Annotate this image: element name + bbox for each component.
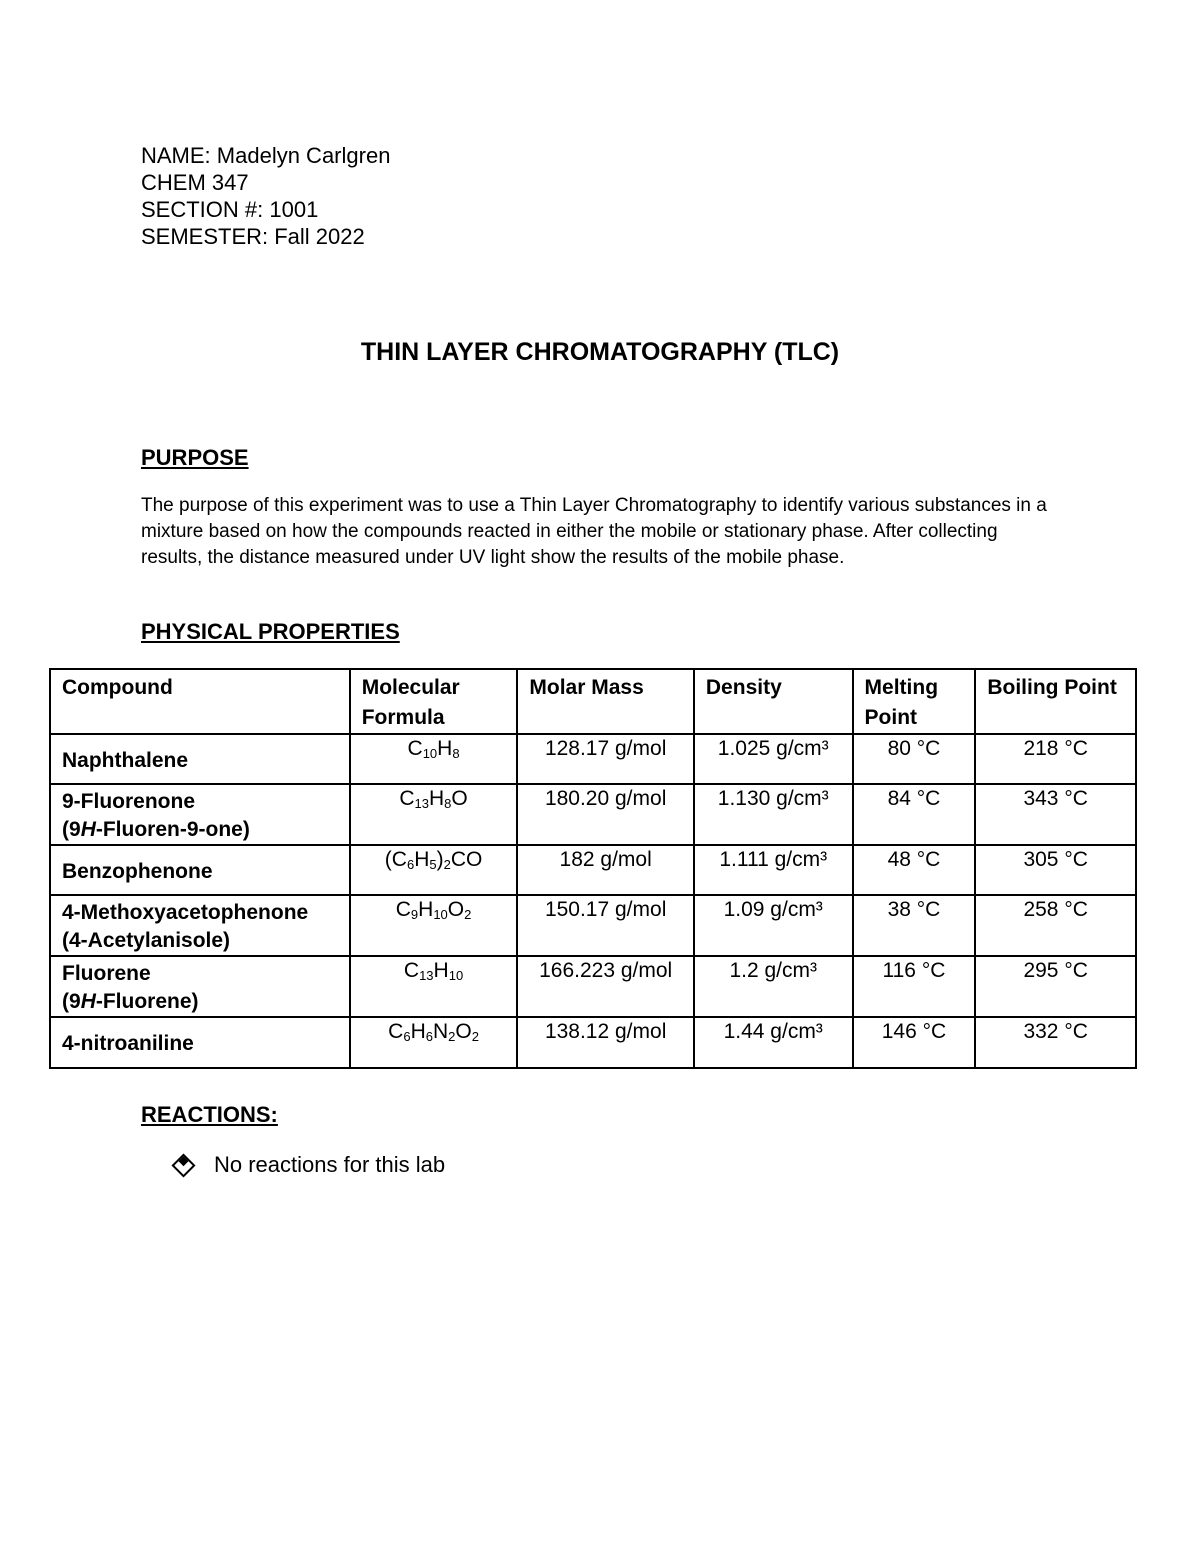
column-header: Compound	[50, 669, 350, 734]
density-cell: 1.130 g/cm³	[694, 784, 853, 845]
compound-name-cell	[50, 734, 350, 784]
compound-name: 4-nitroaniline	[62, 1032, 194, 1055]
compound-name: 9-Fluorenone	[62, 790, 196, 813]
density-cell: 1.025 g/cm³	[694, 734, 853, 784]
boiling-point-cell: 343 °C	[975, 784, 1136, 845]
table-header-row	[50, 669, 1136, 734]
melting-point-cell: 48 °C	[853, 845, 976, 895]
diamond-bullet-icon	[171, 1153, 195, 1177]
reaction-list-item	[175, 1152, 445, 1178]
molecular-formula-cell: $C_{13}H_8O$	[350, 784, 518, 845]
course-number: CHEM 347	[141, 170, 249, 195]
molecular-formula-cell: $C_6H_6N_2O_2$	[350, 1017, 518, 1068]
compound-name: Fluorene	[62, 962, 151, 985]
purpose-text: The purpose of this experiment was to use a Thin Layer Chromatography to identify various substances in a mixture based on how the compounds reacted in either the mobile or stationary phase. After collecting results, the distance measured under UV light show the results of the mobile phase.	[141, 495, 1047, 568]
compound-name: Benzophenone	[62, 859, 213, 883]
column-header: Melting Point	[853, 669, 976, 734]
density-cell: 1.2 g/cm³	[694, 956, 853, 1017]
compound-name-cell	[50, 845, 350, 895]
molecular-formula-cell: $(C_6H_5)_2CO$	[350, 845, 518, 895]
density-cell: 1.111 g/cm³	[694, 845, 853, 895]
compound-alt-name: (9H-Fluoren-9-one)	[62, 818, 250, 841]
table-row	[50, 956, 1136, 1017]
compound-name: 4-Methoxyacetophenone	[62, 901, 309, 924]
molecular-formula-cell: $C_{10}H_8$	[350, 734, 518, 784]
physical-properties-heading: PHYSICAL PROPERTIES	[141, 619, 400, 644]
column-header: Density	[694, 669, 853, 734]
physical-properties-table	[49, 668, 1137, 1069]
compound-name-cell	[50, 784, 350, 845]
melting-point-cell: 80 °C	[853, 734, 976, 784]
reactions-heading: REACTIONS:	[141, 1102, 278, 1127]
boiling-point-cell: 305 °C	[975, 845, 1136, 895]
compound-name-cell	[50, 1017, 350, 1068]
molar-mass-cell: 138.12 g/mol	[517, 1017, 693, 1068]
compound-alt-name: (4-Acetylanisole)	[62, 929, 231, 952]
density-cell: 1.09 g/cm³	[694, 895, 853, 956]
table-row	[50, 734, 1136, 784]
melting-point-cell: 116 °C	[853, 956, 976, 1017]
boiling-point-cell: 295 °C	[975, 956, 1136, 1017]
semester: SEMESTER: Fall 2022	[141, 224, 365, 249]
table-row	[50, 895, 1136, 956]
melting-point-cell: 38 °C	[853, 895, 976, 956]
compound-name-cell	[50, 956, 350, 1017]
molecular-formula-cell: $C_{13}H_{10}$	[350, 956, 518, 1017]
compound-name: Naphthalene	[62, 748, 189, 772]
table-row	[50, 784, 1136, 845]
density-cell: 1.44 g/cm³	[694, 1017, 853, 1068]
reaction-text: No reactions for this lab	[214, 1152, 446, 1177]
table-row	[50, 1017, 1136, 1068]
column-header: Molar Mass	[517, 669, 693, 734]
molar-mass-cell: 150.17 g/mol	[517, 895, 693, 956]
section-number: SECTION #: 1001	[141, 197, 319, 222]
purpose-heading: PURPOSE	[141, 445, 249, 470]
molar-mass-cell: 182 g/mol	[517, 845, 693, 895]
melting-point-cell: 84 °C	[853, 784, 976, 845]
molar-mass-cell: 128.17 g/mol	[517, 734, 693, 784]
document-title: THIN LAYER CHROMATOGRAPHY (TLC)	[360, 338, 840, 366]
column-header: Boiling Point	[975, 669, 1136, 734]
boiling-point-cell: 258 °C	[975, 895, 1136, 956]
molecular-formula-cell: $C_9H_{10}O_2$	[350, 895, 518, 956]
student-name: NAME: Madelyn Carlgren	[141, 143, 391, 168]
compound-name-cell	[50, 895, 350, 956]
boiling-point-cell: 332 °C	[975, 1017, 1136, 1068]
boiling-point-cell: 218 °C	[975, 734, 1136, 784]
compound-alt-name: (9H-Fluorene)	[62, 990, 199, 1013]
molar-mass-cell: 166.223 g/mol	[517, 956, 693, 1017]
table-row	[50, 845, 1136, 895]
header-block	[141, 142, 390, 250]
column-header: Molecular Formula	[350, 669, 518, 734]
melting-point-cell: 146 °C	[853, 1017, 976, 1068]
molar-mass-cell: 180.20 g/mol	[517, 784, 693, 845]
